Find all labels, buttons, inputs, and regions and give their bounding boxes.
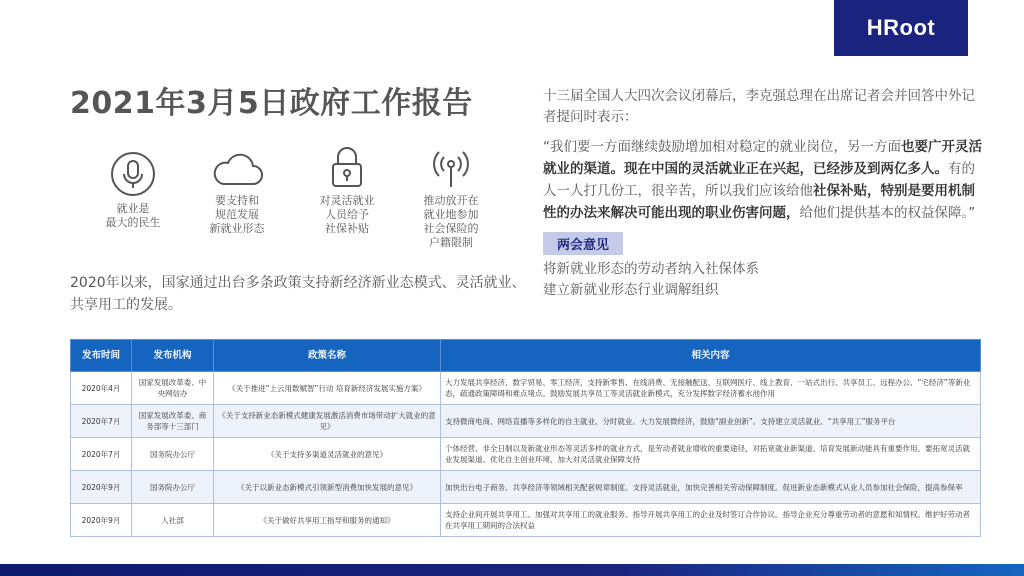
column-header: 相关内容 [441,340,981,372]
opinion-item: 将新就业形态的劳动者纳入社保体系 [543,261,759,277]
microphone-icon [78,150,188,198]
content-cell: 个体经营、非全日制以及新就业形态等灵活多样的就业方式，是劳动者就业增收的重要途径，对拓宽就业新渠道、培育发展新动能具有重要作用。要拓宽灵活就业发展渠道、优化自主创业环境、加大对灵活就业保障支持 [441,438,981,471]
key-point-label: 推动放开在 就业地参加 社会保险的 户籍限制 [423,194,479,249]
key-point-1 [78,150,188,230]
lock-icon [292,144,402,190]
policy-cell: 《关于做好共享用工指导和服务的通知》 [214,504,441,537]
premier-quote: “我们要一方面继续鼓励增加相对稳定的就业岗位，另一方面也要广开灵活就业的渠道。现在中国的灵活就业正在兴起，已经涉及到两亿多人。有的人一人打几份工，很辛苦，所以我们应该给他社保补贴，特别是要用机制性的办法来解决可能出现的职业伤害问题，给他们提供基本的权益保障。” [543,139,982,221]
key-points [78,140,518,260]
two-sessions-badge: 两会意见 [543,232,623,255]
column-header: 发布时间 [71,340,132,372]
key-point-label: 要支持和 规范发展 新就业形态 [209,194,265,235]
content-cell: 支持企业间开展共享用工。加强对共享用工的就业服务。指导开展共享用工的企业及时签订合作协议。指导企业充分尊重劳动者的意愿和知情权。维护好劳动者在共享用工期间的合法权益 [441,504,981,537]
footer-bar [0,564,1024,576]
key-point-label: 就业是 最大的民生 [105,202,161,229]
key-point-label: 对灵活就业 人员给予 社保补贴 [319,194,375,235]
policy-cell: 《关于支持多渠道灵活就业的意见》 [214,438,441,471]
intro-text: 2020年以来，国家通过出台多条政策支持新经济新业态模式、灵活就业、共享用工的发展。 [70,275,526,313]
opinion-item: 建立新就业形态行业调解组织 [543,282,719,298]
org-cell: 国务院办公厅 [132,438,214,471]
content-cell: 大力发展共享经济、数字贸易、零工经济，支持新零售、在线消费、无接触配送、互联网医疗、线上教育、一站式出行、共享员工、远程办公、“宅经济”等新业态，疏通政策障碍和难点堵点。鼓励发展共享员工等灵活就业新模式，充分发挥数字经济蓄水池作用 [441,372,981,405]
hroot-logo: HRoot [834,0,968,56]
content-cell: 加快出台电子商务、共享经济等领域相关配套规章制度。支持灵活就业，加快完善相关劳动保障制度。促进新业态新模式从业人员参加社会保险，提高参保率 [441,471,981,504]
content-cell: 支持微商电商、网络直播等多样化的自主就业、分时就业。大力发展微经济，鼓励“副业创新”。支持建立灵活就业、“共享用工”服务平台 [441,405,981,438]
key-point-2 [182,150,292,236]
org-cell: 国务院办公厅 [132,471,214,504]
date-cell: 2020年4月 [71,372,132,405]
date-cell: 2020年9月 [71,471,132,504]
policy-cell: 《关于推进“上云用数赋智”行动 培育新经济发展实施方案》 [214,372,441,405]
org-cell: 人社部 [132,504,214,537]
key-point-4 [396,142,506,250]
table-row [71,372,981,405]
table-row [71,438,981,471]
policy-cell: 《关于支持新业态新模式健康发展激活消费市场带动扩大就业的意见》 [214,405,441,438]
date-cell: 2020年7月 [71,438,132,471]
table-row [71,504,981,537]
org-cell: 国家发展改革委、中央网信办 [132,372,214,405]
statement-lead: 十三届全国人大四次会议闭幕后，李克强总理在出席记者会并回答中外记者提问时表示： [543,88,975,125]
date-cell: 2020年7月 [71,405,132,438]
policy-cell: 《关于以新业态新模式引领新型消费加快发展的意见》 [214,471,441,504]
wireless-icon [396,142,506,190]
press-statement [543,86,983,301]
org-cell: 国家发展改革委、商务部等十三部门 [132,405,214,438]
table-header-row [71,340,981,372]
key-point-3 [292,144,402,236]
table-row [71,405,981,438]
policy-table [70,339,981,537]
column-header: 政策名称 [214,340,441,372]
page-title: 2021年3月5日政府工作报告 [70,86,473,121]
table-row [71,471,981,504]
date-cell: 2020年9月 [71,504,132,537]
column-header: 发布机构 [132,340,214,372]
cloud-icon [182,150,292,190]
